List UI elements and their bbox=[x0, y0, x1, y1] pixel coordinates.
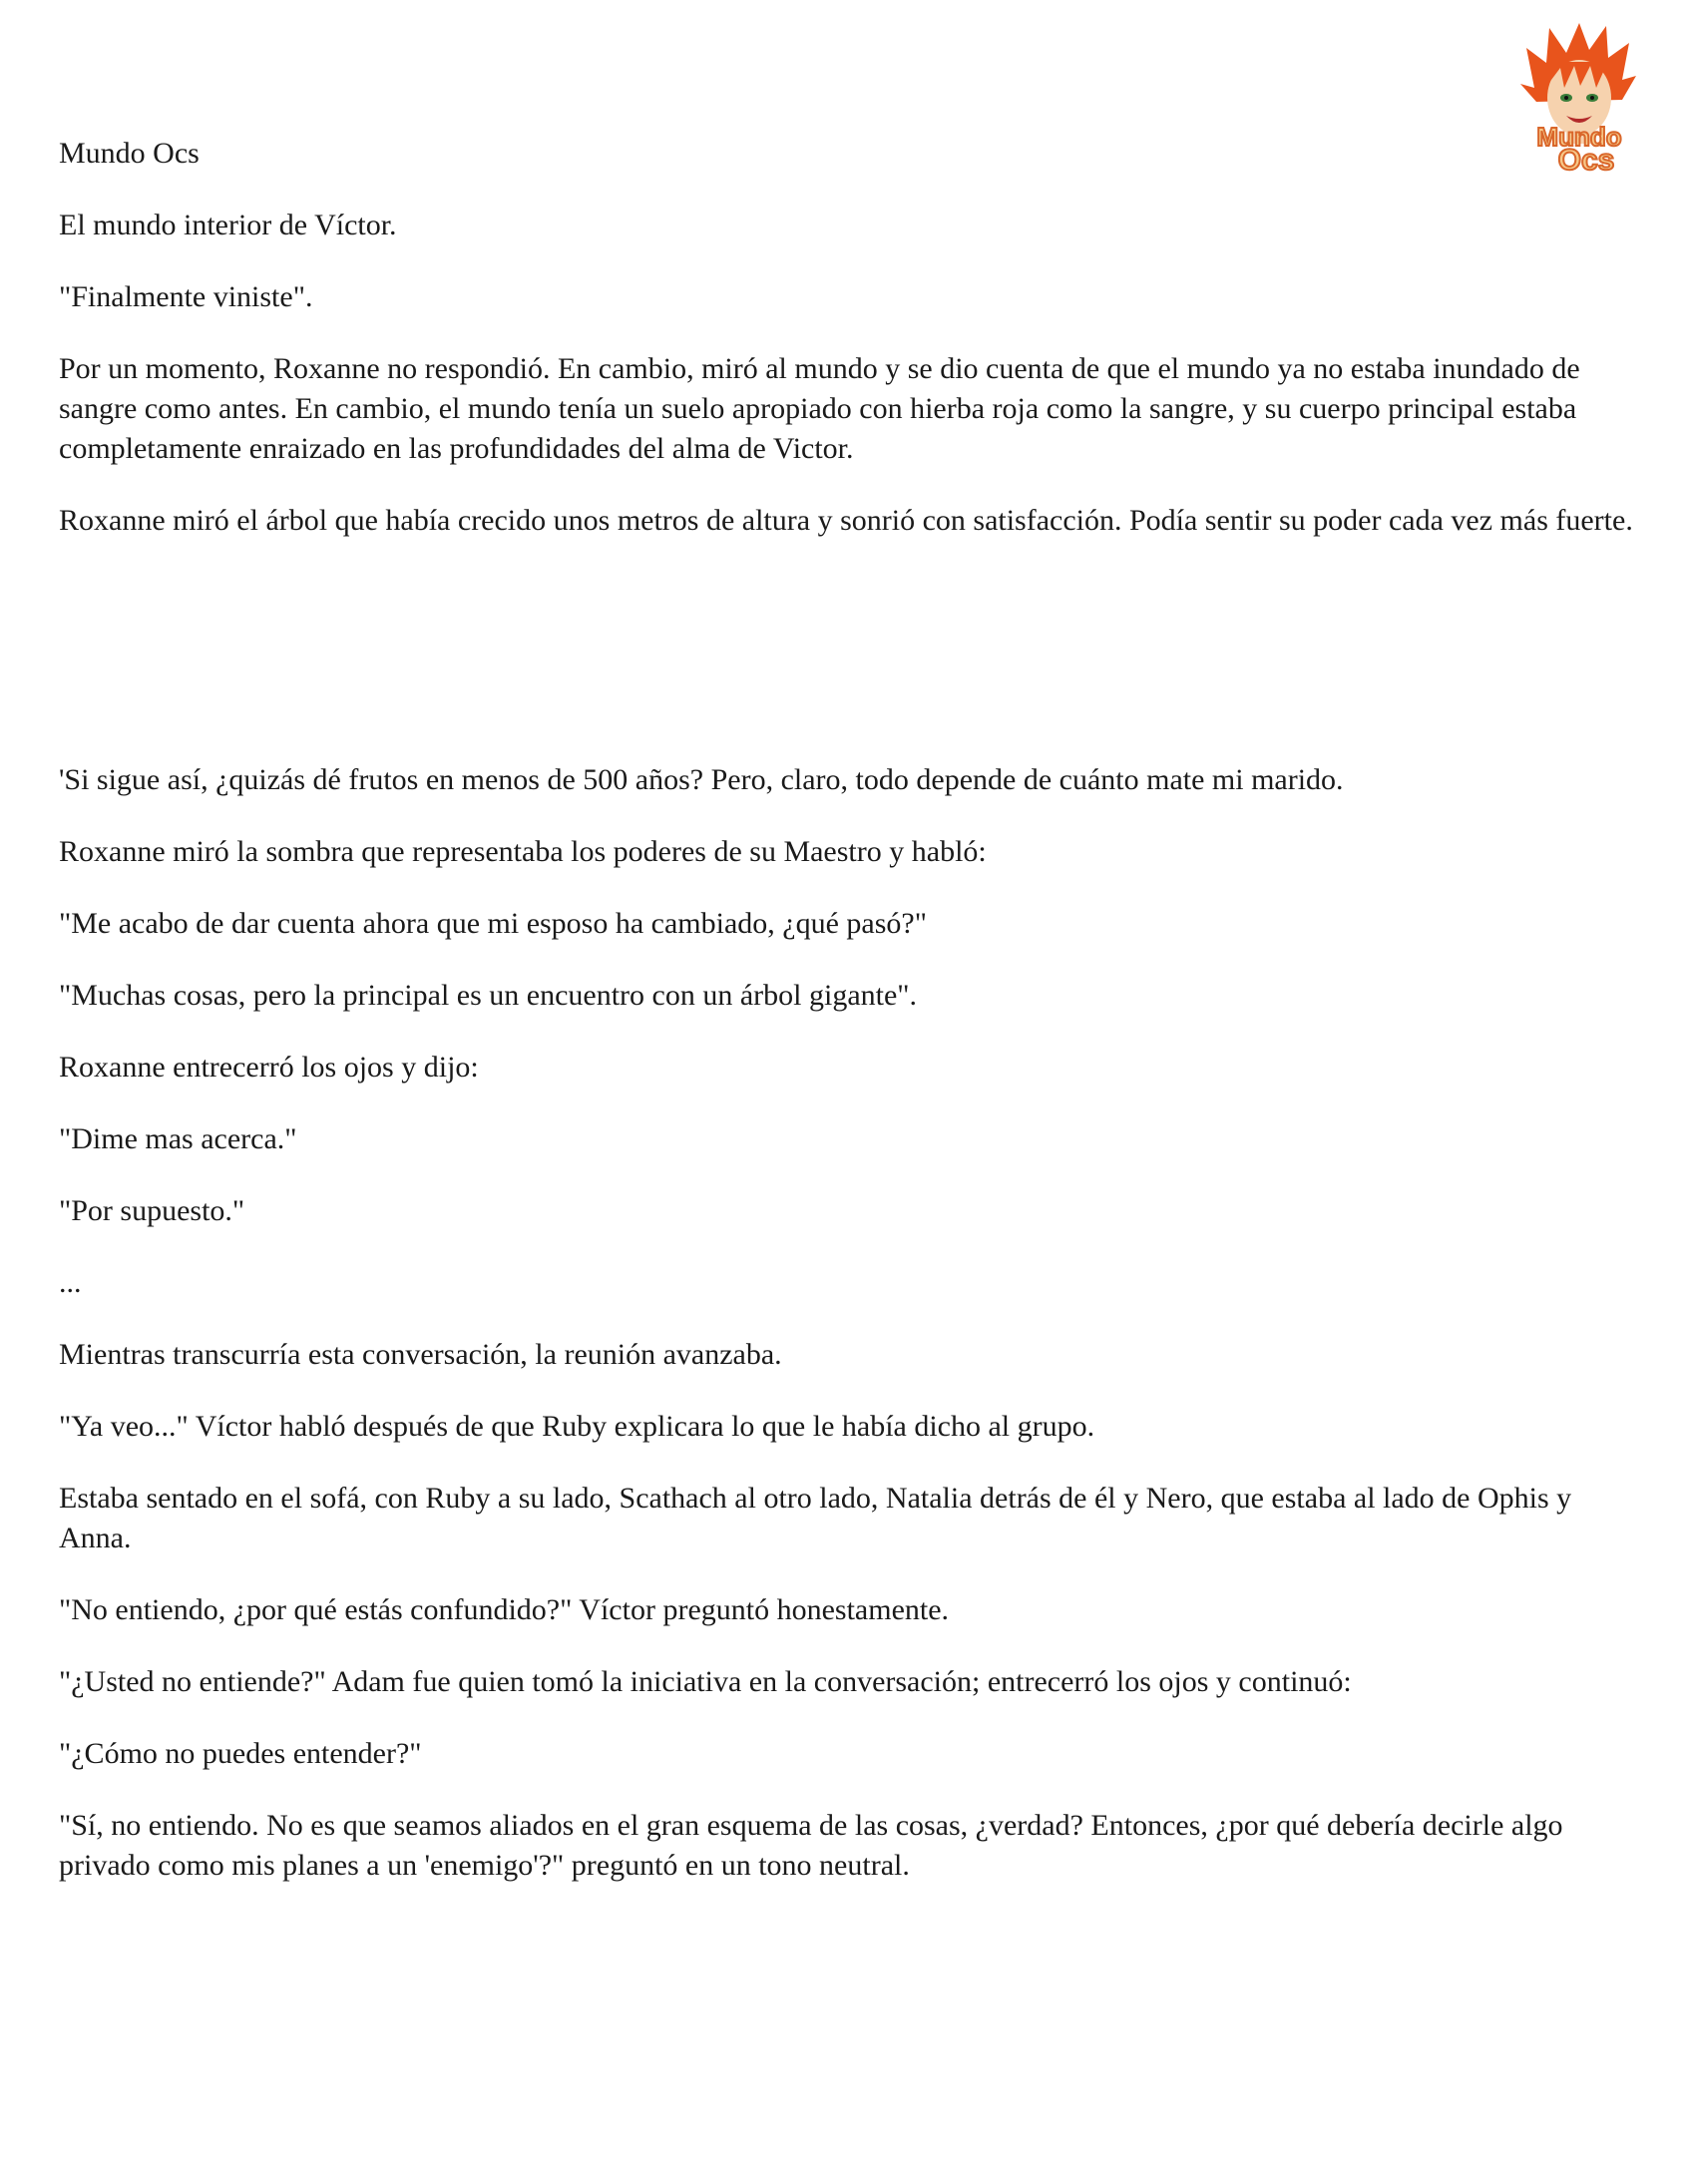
document-body-top bbox=[59, 134, 1635, 573]
paragraph: Mientras transcurría esta conversación, la reunión avanzaba. bbox=[59, 1338, 782, 1371]
paragraph: "Por supuesto." bbox=[59, 1194, 245, 1227]
paragraph: "Sí, no entiendo. No es que seamos aliados en el gran esquema de las cosas, ¿verdad? Entonces, ¿por qué debería decirle algo privado como mis planes a un 'enemigo'?" preguntó en un tono neutral. bbox=[59, 1809, 1563, 1882]
logo-text-line1: Mundo bbox=[1536, 122, 1622, 152]
logo-text-line2: Ocs bbox=[1557, 144, 1615, 177]
paragraph: Roxanne entrecerró los ojos y dijo: bbox=[59, 1051, 479, 1084]
paragraph: "Muchas cosas, pero la principal es un encuentro con un árbol gigante". bbox=[59, 979, 918, 1012]
paragraph: "No entiendo, ¿por qué estás confundido?" Víctor preguntó honestamente. bbox=[59, 1593, 950, 1626]
paragraph: Por un momento, Roxanne no respondió. En cambio, miró al mundo y se dio cuenta de que el mundo ya no estaba inundado de sangre como antes. En cambio, el mundo tenía un suelo apropiado con hierba roja como la sangre, y su cuerpo principal estaba completamente enraizado en las profundidades del alma de Victor. bbox=[59, 352, 1580, 465]
document-body-bottom bbox=[59, 760, 1635, 1918]
paragraph: "¿Usted no entiende?" Adam fue quien tomó la iniciativa en la conversación; entrecerró los ojos y continuó: bbox=[59, 1665, 1352, 1698]
paragraph: "Ya veo..." Víctor habló después de que Ruby explicara lo que le había dicho al grupo. bbox=[59, 1410, 1095, 1443]
paragraph: "¿Cómo no puedes entender?" bbox=[59, 1737, 422, 1770]
paragraph: "Finalmente viniste". bbox=[59, 280, 313, 313]
paragraph: Mundo Ocs bbox=[59, 137, 200, 170]
paragraph: 'Si sigue así, ¿quizás dé frutos en menos de 500 años? Pero, claro, todo depende de cuánto mate mi marido. bbox=[59, 763, 1344, 796]
paragraph: Roxanne miró la sombra que representaba los poderes de su Maestro y habló: bbox=[59, 835, 987, 868]
paragraph: ... bbox=[59, 1266, 82, 1299]
paragraph: "Me acabo de dar cuenta ahora que mi esposo ha cambiado, ¿qué pasó?" bbox=[59, 907, 927, 940]
paragraph: "Dime mas acerca." bbox=[59, 1122, 297, 1155]
paragraph: Roxanne miró el árbol que había crecido unos metros de altura y sonrió con satisfacción. Podía sentir su poder cada vez más fuerte. bbox=[59, 504, 1633, 537]
paragraph: Estaba sentado en el sofá, con Ruby a su lado, Scathach al otro lado, Natalia detrás de él y Nero, que estaba al lado de Ophis y Anna. bbox=[59, 1482, 1572, 1554]
paragraph: El mundo interior de Víctor. bbox=[59, 209, 397, 241]
